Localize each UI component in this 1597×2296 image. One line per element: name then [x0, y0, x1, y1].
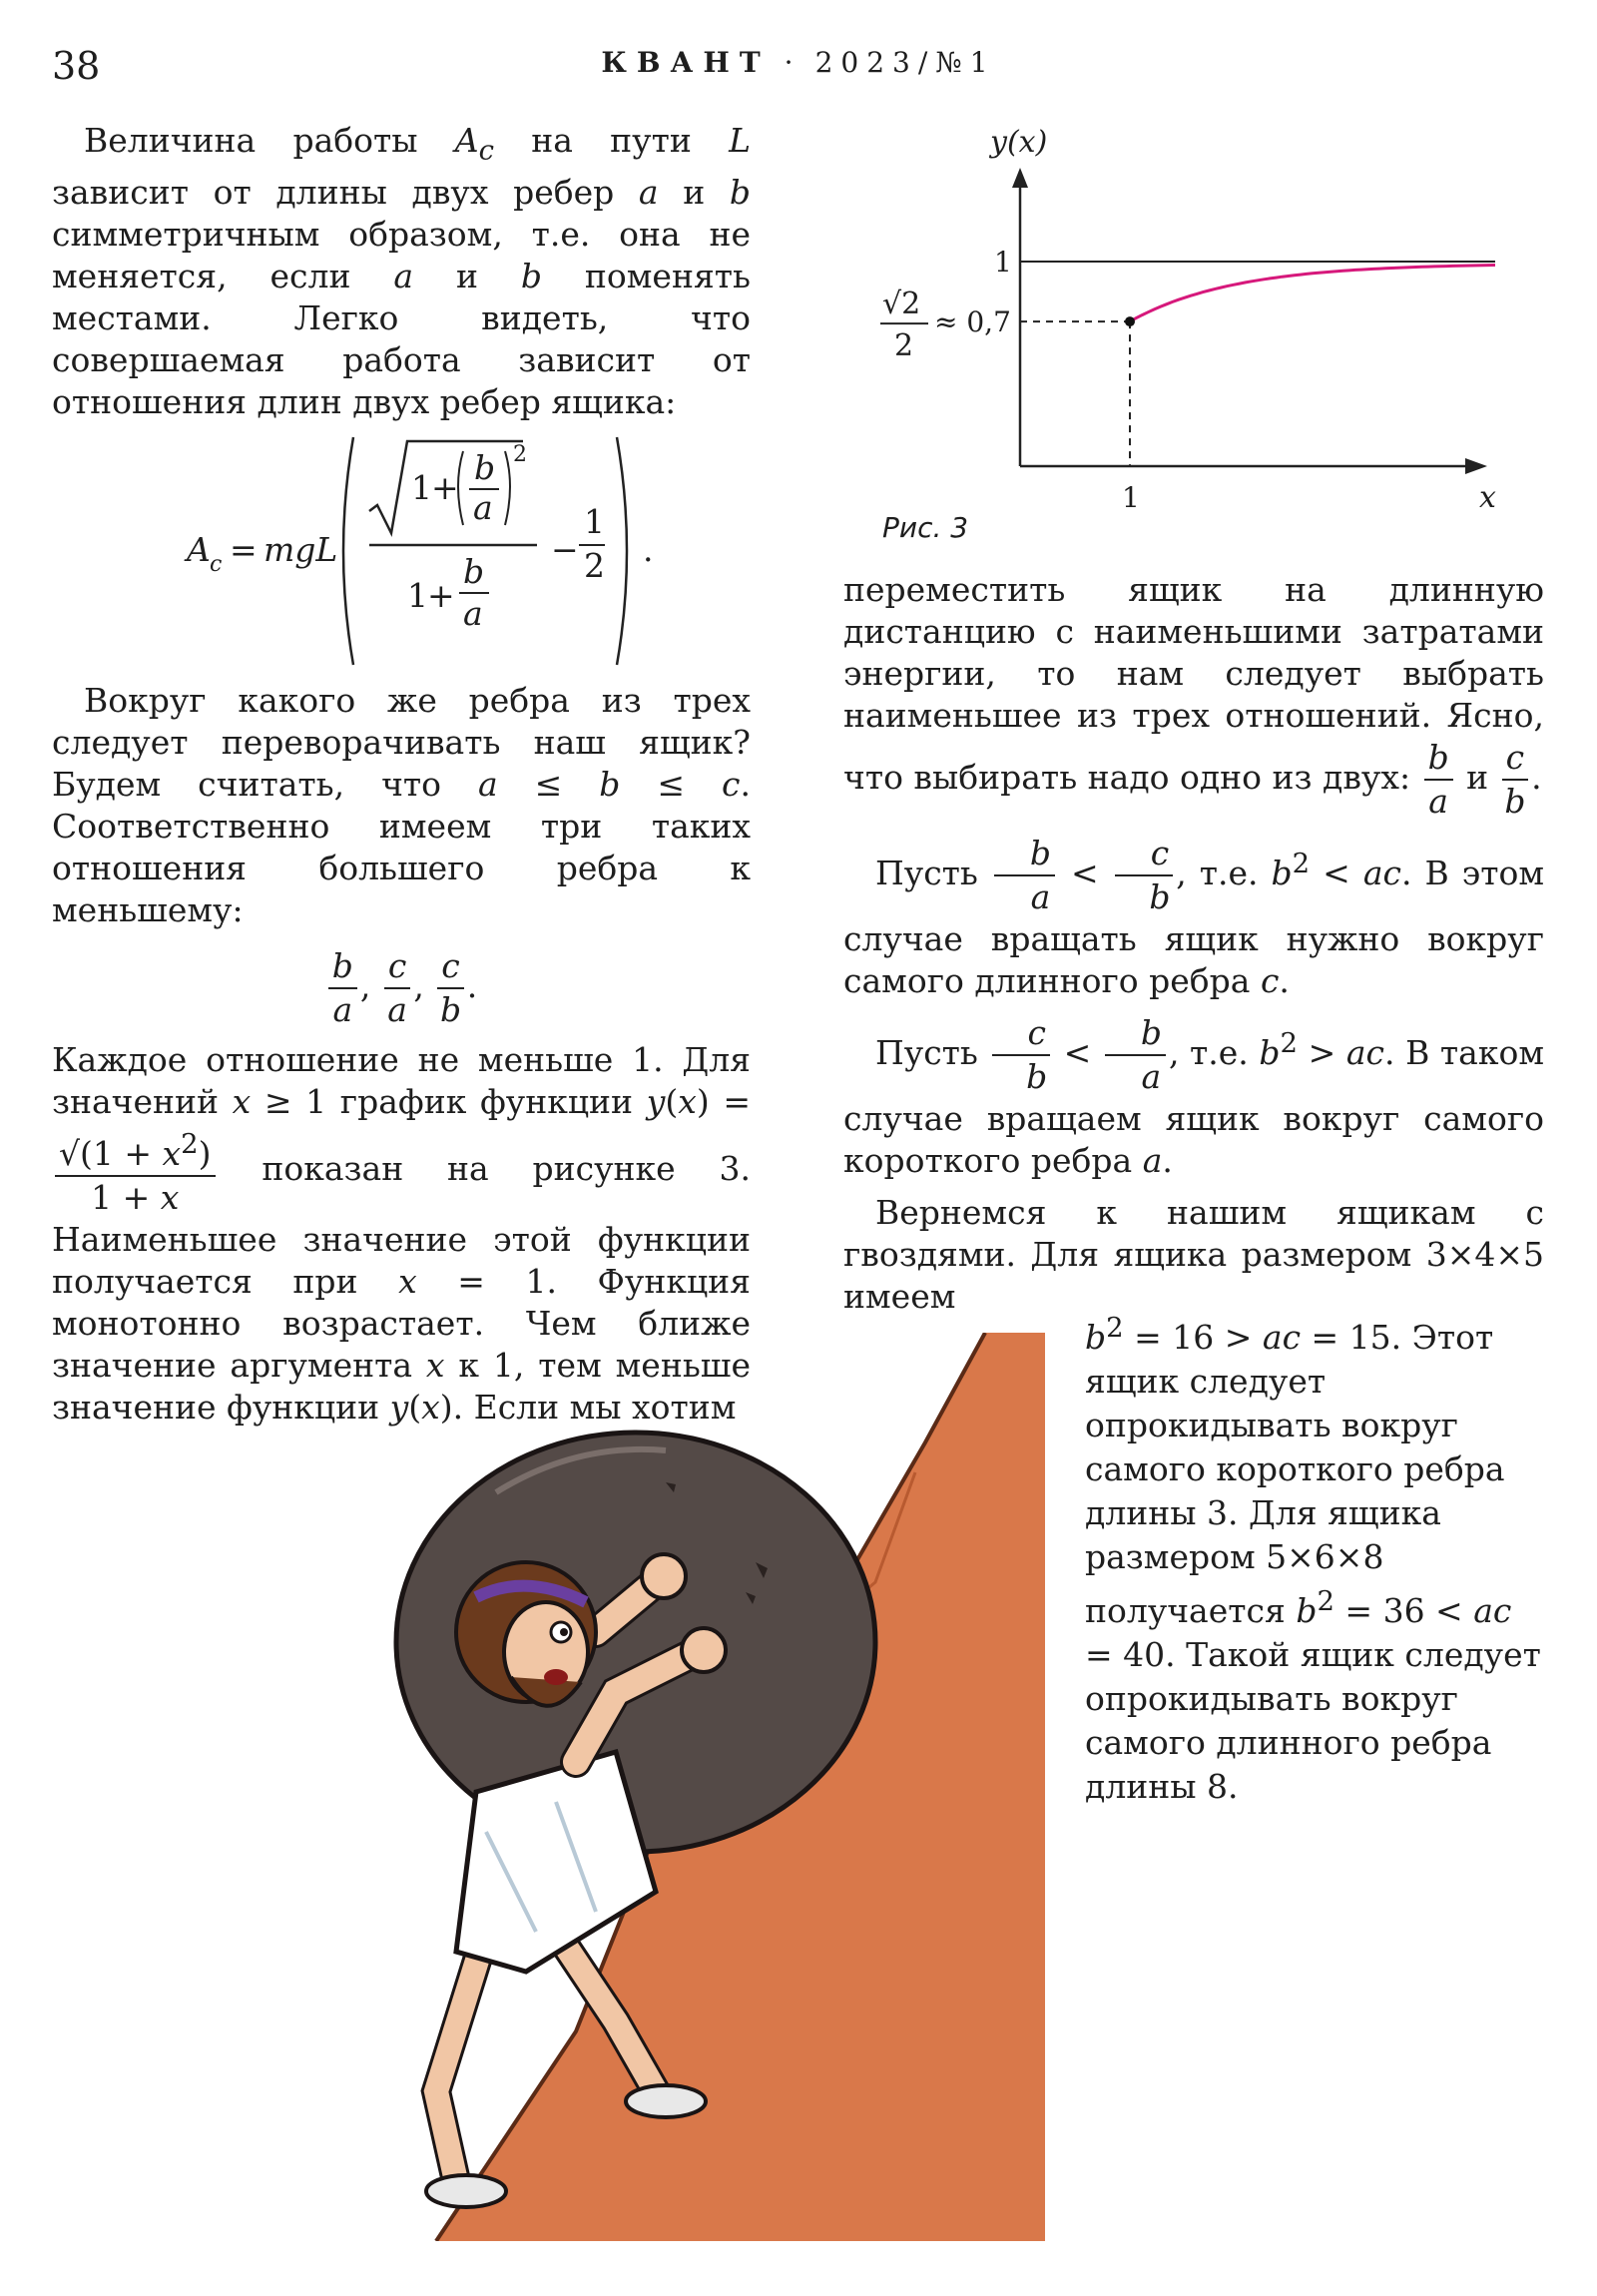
formula-lhs-a: A — [187, 529, 211, 569]
ratios-line: $\frac{b}{a}$ , $\frac{c}{a}$ , $\frac{c}{b}$ . — [52, 945, 751, 1031]
formula-mgl: mgL — [264, 529, 338, 569]
big-right-paren — [617, 437, 627, 665]
right-column-narrow — [1085, 1306, 1544, 1809]
paragraph-which-edge: Вокруг какого же ребра из трех следует переворачивать наш ящик? Будем считать, что a ≤ b ≤ c. Соответственно имеем три таких отношения большего ребра к меньшему: — [52, 680, 751, 929]
paragraph-case-2: Пусть $\frac{c}{b}$ < $\frac{b}{a}$ , т.е. $b^2$ > ac. В таком случае вращаем ящик вокруг самого короткого ребра a. — [843, 1013, 1544, 1180]
svg-text:−: − — [551, 529, 579, 569]
right-column — [843, 569, 1544, 1318]
x-tick-label: 1 — [1122, 481, 1140, 514]
paragraph-move-box: переместить ящик на длинную дистанцию с наименьшими затратами энергии, то нам следует выбрать наименьшее из трех отношений. Ясно, что выбирать надо одно из двух: $\frac{b}{a}$ и $\frac{c}{b}$ . — [843, 570, 1544, 821]
sisyphus-illustration — [57, 1333, 1045, 2241]
y-axis-label: y(x) — [990, 125, 1048, 160]
y-axis-arrow — [1012, 168, 1028, 188]
y-tick-label: 1 — [994, 246, 1012, 279]
running-header: КВАНТ · 2023/№1 — [601, 46, 996, 79]
formula-eq: = — [230, 529, 258, 569]
svg-text:.: . — [643, 529, 654, 569]
svg-text:1: 1 — [407, 575, 428, 615]
svg-text:+: + — [427, 575, 455, 615]
work-formula — [52, 429, 751, 674]
magazine-title: КВАНТ — [601, 46, 771, 79]
page-number: 38 — [52, 44, 101, 88]
svg-text:b: b — [474, 447, 496, 487]
function-fraction: $\frac{√(1 + x^2)}{1 + x}$ — [55, 1123, 216, 1219]
svg-text:b: b — [463, 551, 485, 591]
svg-text:1: 1 — [584, 501, 605, 541]
marked-point — [1125, 316, 1135, 326]
issue-number: 2023/№1 — [814, 46, 996, 79]
svg-text:2: 2 — [513, 441, 527, 467]
paragraph-each-ratio: Каждое отношение не меньше 1. Для значений x ≥ 1 график функции y(x) = $\frac{√(1 + x^2)}{1 + x}$ показан на рисунке 3. Наименьшее значение этой функции получается при x = 1. Функция монотонно возрастает. Чем ближе значение аргумента x к 1, тем меньше значение функции y(x). Если мы хотим — [52, 1039, 751, 1427]
approx-label: ≈ 0,7 — [934, 305, 1011, 339]
figure-3-chart — [848, 112, 1547, 531]
svg-text:+: + — [431, 467, 459, 507]
work-formula-svg — [52, 429, 751, 674]
figure-caption: Рис. 3 — [882, 511, 969, 544]
svg-text:a: a — [463, 593, 483, 633]
paragraph-examples: $b^2 = 16$ > ac = 15. Этот ящик следует опрокидывать вокруг самого короткого ребра длины 3. Для ящика размером 5×6×8 получается $b^2 = 36$ < ac = 40. Такой ящик следует опрокидывать вокруг самого длинного ребра длины 8. — [1085, 1312, 1541, 1806]
big-left-paren — [343, 437, 353, 665]
paragraph-return-to-boxes: Вернемся к нашим ящикам с гвоздями. Для ящика размером 3×4×5 имеем — [843, 1193, 1544, 1316]
svg-text:a: a — [473, 487, 493, 527]
sqrt2-numerator: √2 — [882, 287, 921, 322]
x-axis-arrow — [1465, 458, 1487, 474]
function-curve — [1130, 266, 1495, 322]
sqrt2-denominator: 2 — [894, 328, 914, 364]
paragraph-intro: Величина работы $A_c$ на пути L зависит от длины двух ребер a и b симметричным образом, т.е. она не меняется, если a и b поменять местами. Легко видеть, что совершаемая работа зависит от отношения длин двух ребер ящика: — [52, 121, 751, 421]
svg-text:1: 1 — [411, 467, 432, 507]
formula-lhs-sub: c — [210, 551, 223, 577]
svg-text:2: 2 — [584, 545, 605, 585]
x-axis-label: x — [1479, 480, 1496, 515]
left-column — [52, 120, 751, 1429]
paragraph-case-1: Пусть $\frac{b}{a}$ < $\frac{c}{b}$ , т.е. $b^2$ < ac. В этом случае вращать ящик нужно вокруг самого длинного ребра c. — [843, 834, 1545, 1000]
